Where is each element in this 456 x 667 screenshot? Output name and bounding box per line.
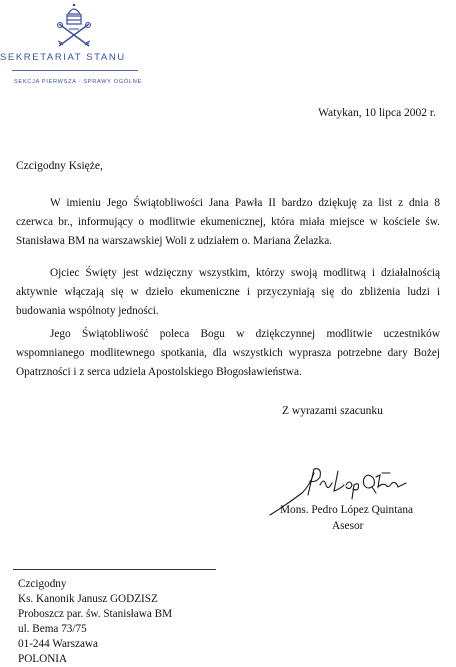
address-line: Proboszcz par. św. Stanisława BM <box>18 608 173 620</box>
signer-title: Asesor <box>332 520 364 532</box>
signer-name: Mons. Pedro López Quintana <box>280 504 414 516</box>
address-line: 01-244 Warszawa <box>18 638 98 650</box>
letterhead-title: SEKRETARIAT STANU <box>0 52 126 63</box>
body-paragraph-2: Ojciec Święty jest wdzięczny wszystkim, którzy swoją modlitwą i działalnością aktywnie włączają się w dzieło ekumeniczne i przyczyniają się do zbliżenia ludzi i budowania wspólnoty jedności. <box>16 267 440 317</box>
salutation: Czcigodny Księże, <box>16 160 103 172</box>
address-divider <box>13 569 216 570</box>
body-paragraph-1: W imieniu Jego Świątobliwości Jana Pawła II bardzo dziękuję za list z dnia 8 czerwca br., informujący o modlitwie ekumenicznej, która miała miejsce w kościele św. Stanisława BM na warszawskiej Woli z udziałem o. Mariana Żelazka. <box>16 197 440 247</box>
letterhead <box>0 0 160 100</box>
letterhead-subtitle: SEKCJA PIERWSZA · SPRAWY OGÓLNE <box>14 79 142 85</box>
address-line: POLONIA <box>18 653 68 665</box>
body-paragraph-3: Jego Świątobliwość poleca Bogu w dziękczynnej modlitwie uczestników wspomnianego modlitewnego spotkania, dla wszystkich wyprasza potrzebne dary Bożej Opatrzności i z serca udziela Apostolskiego Błogosławieństwa. <box>16 328 440 378</box>
address-line: Czcigodny <box>18 578 67 590</box>
address-line: ul. Bema 73/75 <box>18 623 87 635</box>
recipient-address <box>18 577 172 667</box>
address-line: Ks. Kanonik Janusz GODZISZ <box>18 593 158 605</box>
closing-phrase: Z wyrazami szacunku <box>282 405 383 417</box>
papal-coat-of-arms-icon <box>55 2 93 48</box>
letter-date: Watykan, 10 lipca 2002 r. <box>318 107 436 119</box>
letterhead-divider <box>12 70 138 71</box>
